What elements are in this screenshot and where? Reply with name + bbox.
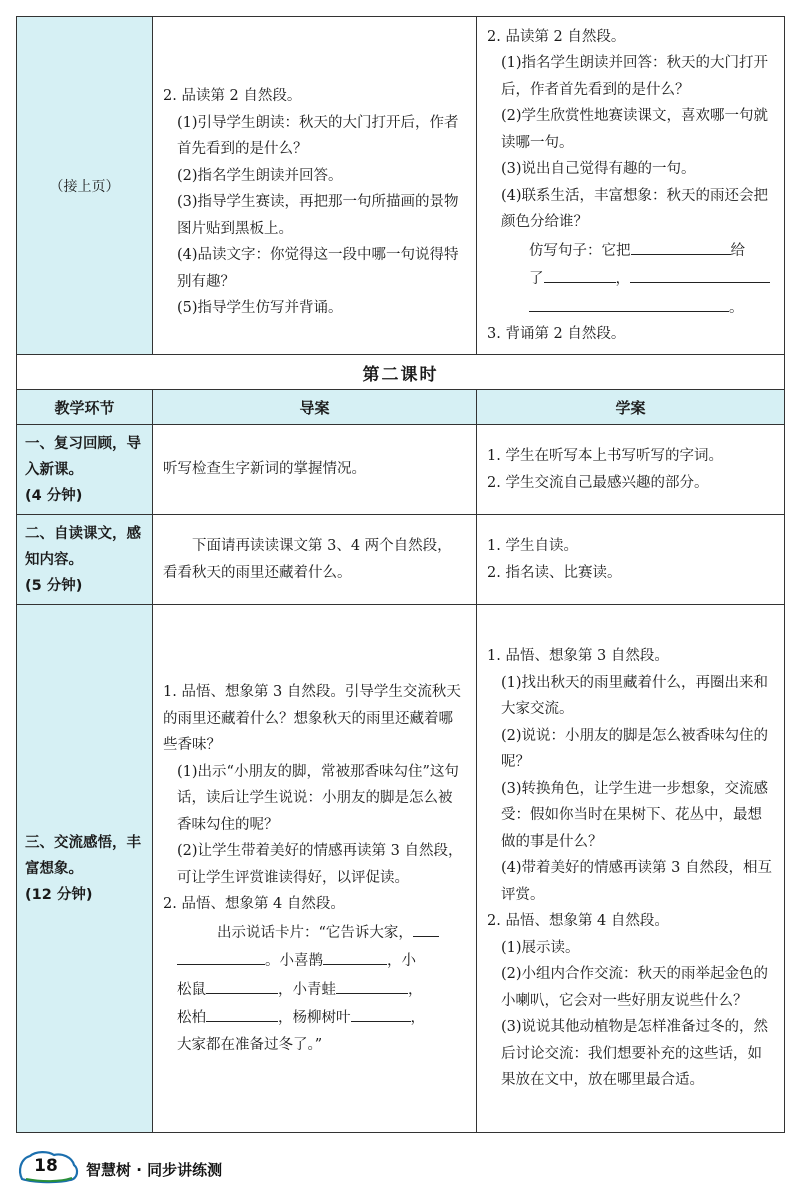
guide-item: (1)引导学生朗读：秋天的大门打开后，作者首先看到的是什么？ — [177, 114, 459, 158]
guide-item: (2)指名学生朗读并回答。 — [177, 167, 343, 184]
header-teaching-stage: 教学环节 — [17, 390, 153, 425]
section-time: (12 分钟) — [25, 886, 93, 903]
study-item: (2)小组内合作交流：秋天的雨举起金色的小喇叭，它会对一些好朋友说些什么？ — [501, 966, 769, 1009]
guide-heading: 2. 品读第 2 自然段。 — [163, 88, 302, 105]
fill-blank — [206, 975, 278, 994]
section-title-line: 知内容。 — [25, 551, 83, 568]
card-intro: 出示说话卡片：“它告诉大家， — [217, 924, 413, 941]
card-text: 大家都在准备过冬了。” — [177, 1036, 323, 1053]
fill-blank — [206, 1003, 278, 1022]
fill-blank — [529, 293, 729, 312]
study-item: (1)指名学生朗读并回答：秋天的大门打开后，作者首先看到的是什么？ — [501, 55, 769, 98]
study-item: (3)说说其他动植物是怎样准备过冬的，然后讨论交流：我们想要补充的这些话，如果放在文中，放在哪里最合适。 — [501, 1019, 769, 1089]
card-text: ， — [410, 1010, 425, 1026]
imitation-comma: ， — [615, 271, 630, 287]
card-text: 松柏 — [177, 1010, 206, 1026]
section-study-cell — [477, 425, 785, 515]
guide-item: (5)指导学生仿写并背诵。 — [177, 300, 343, 317]
study-item: (3)说出自己觉得有趣的一句。 — [501, 161, 696, 177]
study-item: (2)说说：小朋友的脚是怎么被香味勾住的呢？ — [501, 727, 769, 771]
section-row-review — [17, 425, 785, 515]
guide-item: (3)指导学生赛读，再把那一句所描画的景物图片贴到黑板上。 — [177, 194, 459, 237]
study-closing: 3. 背诵第 2 自然段。 — [487, 326, 626, 342]
study-heading: 2. 品读第 2 自然段。 — [487, 28, 626, 45]
guide-paragraph: 2. 品悟、想象第 4 自然段。 — [163, 896, 345, 912]
section-guide-cell — [153, 605, 477, 1133]
continued-section-cell — [17, 17, 153, 355]
card-text: 松鼠 — [177, 981, 206, 998]
section-title-cell — [17, 425, 153, 515]
fill-blank — [323, 946, 387, 965]
header-study: 学案 — [477, 390, 785, 425]
column-header-row — [17, 390, 785, 425]
guide-paragraph: 1. 品悟、想象第 3 自然段。引导学生交流秋天的雨里还藏着什么？想象秋天的雨里还藏着哪些香味？ — [163, 684, 461, 753]
study-item: (3)转换角色，让学生进一步想象，交流感受：假如你当时在果树下、花丛中，最想做的事是什么？ — [501, 780, 769, 850]
section-study-cell — [477, 605, 785, 1133]
fill-blank — [544, 264, 616, 283]
section-title-line: 三、交流感悟，丰 — [25, 834, 141, 851]
study-item: (4)带着美好的情感再读第 3 自然段，相互评赏。 — [501, 860, 772, 903]
fill-blank — [630, 264, 770, 283]
imitation-lead: 仿写句子：它把 — [529, 242, 631, 259]
section-title-cell — [17, 515, 153, 605]
continued-study-cell — [477, 17, 785, 355]
book-brand: 智慧树 · 同步讲练测 — [86, 1161, 223, 1179]
header-guide: 导案 — [153, 390, 477, 425]
lesson-title: 第二课时 — [17, 355, 785, 390]
section-row-self-reading — [17, 515, 785, 605]
section-title-line: 一、复习回顾，导 — [25, 435, 141, 452]
study-item: (2)学生欣赏性地赛读课文，喜欢哪一句就读哪一句。 — [501, 108, 769, 151]
fill-blank — [351, 1003, 411, 1022]
imitation-sentence — [487, 236, 774, 322]
study-item: 2. 学生交流自己最感兴趣的部分。 — [487, 474, 709, 491]
card-text: ，小 — [387, 953, 416, 969]
imitation-period: 。 — [729, 299, 744, 316]
study-paragraph: 1. 品悟、想象第 3 自然段。 — [487, 648, 669, 665]
study-item: 1. 学生在听写本上书写听写的字词。 — [487, 448, 723, 464]
card-text: ，小青蛙 — [278, 981, 336, 998]
lesson-plan-table — [16, 16, 785, 1133]
section-time: (5 分钟) — [25, 577, 83, 594]
imitation-give: 给 — [730, 242, 745, 259]
section-title-cell — [17, 605, 153, 1133]
guide-item: (1)出示“小朋友的脚，常被那香味勾住”这句话，读后让学生说说：小朋友的脚是怎么被香味勾住的呢？ — [177, 763, 459, 833]
fill-blank — [336, 975, 408, 994]
section-guide-cell — [153, 425, 477, 515]
study-paragraph: 2. 品悟、想象第 4 自然段。 — [487, 913, 669, 930]
section-time: (4 分钟) — [25, 487, 83, 504]
guide-item: (4)品读文字：你觉得这一段中哪一句说得特别有趣？ — [177, 247, 459, 290]
section-title-line: 富想象。 — [25, 860, 83, 877]
fill-blank — [631, 236, 731, 255]
section-guide-cell — [153, 515, 477, 605]
continued-guide-cell — [153, 17, 477, 355]
section-title-line: 入新课。 — [25, 461, 83, 478]
page-number: 18 — [34, 1156, 58, 1176]
imitation-le: 了 — [529, 271, 544, 287]
continued-label: （接上页） — [49, 178, 120, 195]
study-item: 1. 学生自读。 — [487, 538, 578, 554]
guide-text: 听写检查生字新词的掌握情况。 — [163, 461, 366, 478]
card-text: ， — [408, 981, 423, 998]
study-item: (4)联系生活，丰富想象：秋天的雨还会把颜色分给谁？ — [501, 187, 769, 230]
guide-item: (2)让学生带着美好的情感再读第 3 自然段，可让学生评赏谁读得好，以评促读。 — [177, 843, 463, 886]
card-text: 。小喜鹊 — [265, 953, 323, 969]
section-study-cell — [477, 515, 785, 605]
section-row-discussion — [17, 605, 785, 1133]
section-title-line: 二、自读课文，感 — [25, 525, 141, 542]
continued-row — [17, 17, 785, 355]
lesson-title-row — [17, 355, 785, 390]
page-footer — [16, 1147, 416, 1187]
study-item: (1)找出秋天的雨里藏着什么，再圈出来和大家交流。 — [501, 674, 769, 718]
card-text: ，杨柳树叶 — [278, 1010, 351, 1026]
guide-text: 下面请再读读课文第 3、4 两个自然段，看看秋天的雨里还藏着什么。 — [163, 538, 452, 581]
fill-blank — [413, 918, 439, 937]
speaking-card — [163, 918, 466, 1059]
fill-blank — [177, 946, 265, 965]
study-item: 2. 指名读、比赛读。 — [487, 564, 622, 581]
study-item: (1)展示读。 — [501, 939, 580, 956]
